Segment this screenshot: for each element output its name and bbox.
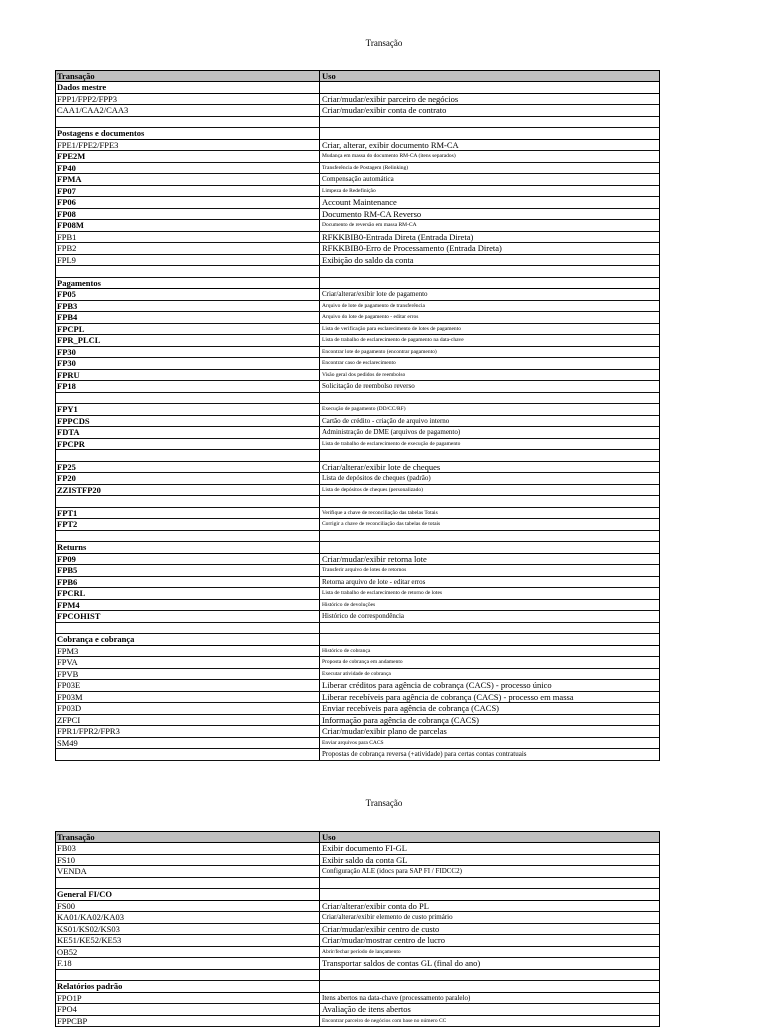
- table-row: [56, 1016, 659, 1027]
- transaction-code: FP08: [57, 209, 319, 220]
- transaction-code: FP25: [57, 462, 319, 473]
- blank-row: [56, 117, 659, 129]
- transaction-usage: Informação para agência de cobrança (CACS): [319, 715, 657, 726]
- blank-row: [56, 970, 659, 982]
- blank-row: [56, 531, 659, 543]
- column-header-usage: Uso: [319, 832, 657, 842]
- transaction-code: FPB1: [57, 232, 319, 243]
- transaction-code: FP03E: [57, 680, 319, 691]
- transaction-code: FP09: [57, 554, 319, 565]
- transaction-code: FB03: [57, 843, 319, 854]
- table-row: [56, 669, 659, 681]
- transaction-usage: Configuração ALE (idocs para SAP FI / FIDCC2): [319, 866, 657, 877]
- transaction-usage: Criar/alterar/exibir conta do PL: [319, 901, 657, 912]
- table-row: [56, 565, 659, 577]
- transaction-usage: Documento RM-CA Reverso: [319, 209, 657, 220]
- transaction-usage: Encontrar parceiro de negócios com base no número CC: [319, 1016, 657, 1027]
- transaction-code: FPVB: [57, 669, 319, 680]
- table-row: [56, 866, 659, 878]
- transaction-code: FPB2: [57, 243, 319, 254]
- transaction-code: SM49: [57, 738, 319, 749]
- table-row: [56, 935, 659, 947]
- transaction-code: FP20: [57, 473, 319, 484]
- transaction-code: FP06: [57, 197, 319, 208]
- table-row: [56, 657, 659, 669]
- transaction-usage: [319, 496, 657, 507]
- table-row: [56, 370, 659, 382]
- transaction-code: FPPCBP: [57, 1016, 319, 1027]
- section-row: [56, 542, 659, 554]
- transaction-usage: [319, 634, 657, 645]
- page-title: Transação: [0, 798, 768, 808]
- transaction-code: Dados mestre: [57, 82, 319, 93]
- transaction-usage: Encontrar lote de pagamento (encontrar pagamento): [319, 347, 657, 358]
- table-row: [56, 738, 659, 750]
- transaction-code: FP08M: [57, 220, 319, 231]
- transaction-code: KA01/KA02/KA03: [57, 912, 319, 923]
- transaction-code: FP18: [57, 381, 319, 392]
- table-row: [56, 243, 659, 255]
- transaction-code: [57, 117, 319, 128]
- transaction-code: FP03D: [57, 703, 319, 714]
- section-row: [56, 634, 659, 646]
- transaction-code: [57, 266, 319, 277]
- table-row: [56, 958, 659, 970]
- table-row: [56, 163, 659, 175]
- transaction-code: FPL9: [57, 255, 319, 266]
- transaction-code: KE51/KE52/KE53: [57, 935, 319, 946]
- transaction-usage: Abrir/fechar período de lançamento: [319, 947, 657, 958]
- transaction-code: FPB3: [57, 301, 319, 312]
- blank-row: [56, 450, 659, 462]
- transaction-code: KS01/KS02/KS03: [57, 924, 319, 935]
- transaction-usage: Criar, alterar, exibir documento RM-CA: [319, 140, 657, 151]
- transaction-code: CAA1/CAA2/CAA3: [57, 105, 319, 116]
- table-row: [56, 324, 659, 336]
- transaction-code: FPM4: [57, 600, 319, 611]
- transaction-code: FP30: [57, 347, 319, 358]
- transaction-code: [57, 393, 319, 404]
- transaction-usage: Exibir saldo da conta GL: [319, 855, 657, 866]
- blank-row: [56, 496, 659, 508]
- table-row: [56, 105, 659, 117]
- transaction-usage: [319, 970, 657, 981]
- transaction-usage: Criar/mudar/exibir plano de parcelas: [319, 726, 657, 737]
- table-row: [56, 600, 659, 612]
- transaction-usage: Criar/mudar/mostrar centro de lucro: [319, 935, 657, 946]
- table-row: [56, 255, 659, 267]
- table-row: [56, 416, 659, 428]
- table-row: [56, 508, 659, 520]
- table-row: [56, 427, 659, 439]
- table-row: [56, 347, 659, 359]
- transaction-usage: Enviar recebíveis para agência de cobrança (CACS): [319, 703, 657, 714]
- table-row: [56, 1004, 659, 1016]
- transaction-usage: [319, 889, 657, 900]
- table-row: [56, 404, 659, 416]
- transaction-usage: [319, 82, 657, 93]
- transaction-usage: Lista de trabalho de esclarecimento de execução de pagamento: [319, 439, 657, 450]
- table-row: [56, 519, 659, 531]
- transaction-usage: Lista de trabalho de esclarecimento de pagamento na data-chave: [319, 335, 657, 346]
- transaction-usage: Lista de verificação para esclarecimento de lotes de pagamento: [319, 324, 657, 335]
- table-row: [56, 312, 659, 324]
- transaction-usage: Avaliação de itens abertos: [319, 1004, 657, 1015]
- transaction-usage: Exibir documento FI-GL: [319, 843, 657, 854]
- column-header-usage: Uso: [319, 71, 657, 81]
- transaction-code: VENDA: [57, 866, 319, 877]
- transaction-usage: [319, 623, 657, 634]
- section-row: [56, 278, 659, 290]
- transaction-code: FPO1P: [57, 993, 319, 1004]
- table-row: [56, 855, 659, 867]
- table-row: [56, 680, 659, 692]
- transaction-usage: Histórico de devoluções: [319, 600, 657, 611]
- table-row: [56, 186, 659, 198]
- table-row: [56, 289, 659, 301]
- transaction-code: [57, 531, 319, 542]
- table-row: [56, 358, 659, 370]
- transaction-code: FPT2: [57, 519, 319, 530]
- section-row: [56, 889, 659, 901]
- transaction-usage: Lista de depósitos de cheques (personalizado): [319, 485, 657, 496]
- transaction-usage: Enviar arquivos para CACS: [319, 738, 657, 749]
- table-row: [56, 715, 659, 727]
- transaction-code: Pagamentos: [57, 278, 319, 289]
- transaction-code: [57, 623, 319, 634]
- transaction-usage: Compensação automática: [319, 174, 657, 185]
- table-row: [56, 901, 659, 913]
- transaction-code: F.18: [57, 958, 319, 969]
- transaction-usage: Arquivo do lote de pagamento - editar erros: [319, 312, 657, 323]
- blank-row: [56, 623, 659, 635]
- transaction-code: Postagens e documentos: [57, 128, 319, 139]
- transaction-code: General FI/CO: [57, 889, 319, 900]
- transaction-usage: Histórico de correspondência: [319, 611, 657, 622]
- transaction-code: [57, 970, 319, 981]
- transaction-code: FPB6: [57, 577, 319, 588]
- column-header-transaction: Transação: [57, 832, 319, 842]
- transaction-usage: Lista de trabalho de esclarecimento de retorno de lotes: [319, 588, 657, 599]
- transaction-usage: Corrigir a chave de reconciliação das tabelas de totais: [319, 519, 657, 530]
- transaction-usage: Liberar créditos para agência de cobrança (CACS) - processo único: [319, 680, 657, 691]
- transaction-code: FP40: [57, 163, 319, 174]
- transaction-usage: [319, 393, 657, 404]
- transaction-usage: Criar/mudar/exibir conta de contrato: [319, 105, 657, 116]
- transaction-usage: Administração de DME (arquivos de pagamento): [319, 427, 657, 438]
- transaction-usage: Encontrar caso de esclarecimento: [319, 358, 657, 369]
- transaction-code: FPCPL: [57, 324, 319, 335]
- transaction-code: FPCRL: [57, 588, 319, 599]
- section-row: [56, 82, 659, 94]
- transaction-code: ZZISTFP20: [57, 485, 319, 496]
- transaction-usage: Criar/alterar/exibir elemento de custo primário: [319, 912, 657, 923]
- blank-row: [56, 878, 659, 890]
- transaction-table: [55, 831, 660, 1027]
- table-row: [56, 749, 659, 761]
- transaction-usage: Criar/mudar/exibir retorna lote: [319, 554, 657, 565]
- transaction-code: FDTA: [57, 427, 319, 438]
- transaction-usage: [319, 278, 657, 289]
- transaction-usage: Liberar recebíveis para agência de cobrança (CACS) - processo em massa: [319, 692, 657, 703]
- transaction-code: FPB4: [57, 312, 319, 323]
- transaction-code: FPM3: [57, 646, 319, 657]
- transaction-code: FPVA: [57, 657, 319, 668]
- table-row: [56, 209, 659, 221]
- transaction-code: [57, 450, 319, 461]
- transaction-usage: RFKKBIB0-Erro de Processamento (Entrada Direta): [319, 243, 657, 254]
- transaction-usage: Transportar saldos de contas GL (final do ano): [319, 958, 657, 969]
- table-row: [56, 197, 659, 209]
- transaction-code: FPE1/FPE2/FPE3: [57, 140, 319, 151]
- transaction-code: FPE2M: [57, 151, 319, 162]
- table-row: [56, 993, 659, 1005]
- transaction-code: FPMA: [57, 174, 319, 185]
- transaction-usage: [319, 117, 657, 128]
- table-row: [56, 843, 659, 855]
- transaction-code: [57, 878, 319, 889]
- transaction-usage: Criar/mudar/exibir centro de custo: [319, 924, 657, 935]
- transaction-code: Cobrança e cobrança: [57, 634, 319, 645]
- table-row: [56, 554, 659, 566]
- transaction-code: ZFPCI: [57, 715, 319, 726]
- transaction-usage: [319, 531, 657, 542]
- column-header-transaction: Transação: [57, 71, 319, 81]
- table-row: [56, 726, 659, 738]
- transaction-code: [57, 496, 319, 507]
- table-row: [56, 335, 659, 347]
- table-row: [56, 924, 659, 936]
- transaction-usage: Criar/alterar/exibir lote de pagamento: [319, 289, 657, 300]
- transaction-usage: Solicitação de reembolso reverso: [319, 381, 657, 392]
- transaction-code: FP03M: [57, 692, 319, 703]
- table-row: [56, 577, 659, 589]
- transaction-code: FPT1: [57, 508, 319, 519]
- transaction-usage: Lista de depósitos de cheques (padrão): [319, 473, 657, 484]
- table-row: [56, 462, 659, 474]
- transaction-usage: Histórico de cobrança: [319, 646, 657, 657]
- transaction-code: FP30: [57, 358, 319, 369]
- transaction-code: FPR1/FPR2/FPR3: [57, 726, 319, 737]
- transaction-code: FPRU: [57, 370, 319, 381]
- transaction-usage: [319, 878, 657, 889]
- transaction-code: FPO4: [57, 1004, 319, 1015]
- transaction-usage: Limpeza de Redefinição: [319, 186, 657, 197]
- table-header: [56, 70, 659, 82]
- transaction-code: FPPCDS: [57, 416, 319, 427]
- transaction-code: FPY1: [57, 404, 319, 415]
- table-row: [56, 485, 659, 497]
- transaction-table: [55, 70, 660, 761]
- transaction-code: FS10: [57, 855, 319, 866]
- transaction-usage: Exibição do saldo da conta: [319, 255, 657, 266]
- transaction-usage: [319, 542, 657, 553]
- transaction-usage: [319, 450, 657, 461]
- table-row: [56, 151, 659, 163]
- blank-row: [56, 393, 659, 405]
- transaction-usage: Proposta de cobrança em andamento: [319, 657, 657, 668]
- table-row: [56, 473, 659, 485]
- table-row: [56, 912, 659, 924]
- transaction-usage: Arquivo de lote de pagamento de transferência: [319, 301, 657, 312]
- transaction-usage: Documento de reversão em massa RM-CA: [319, 220, 657, 231]
- table-row: [56, 611, 659, 623]
- table-row: [56, 301, 659, 313]
- transaction-usage: Execução de pagamento (DD/CC/RF): [319, 404, 657, 415]
- transaction-usage: Itens abertos na data-chave (processamento paralelo): [319, 993, 657, 1004]
- transaction-code: FPCOHIST: [57, 611, 319, 622]
- transaction-usage: Transferir arquivo de lotes de retornos: [319, 565, 657, 576]
- table-row: [56, 439, 659, 451]
- transaction-usage: Propostas de cobrança reversa (+atividade) para certas contas contratuais: [319, 749, 657, 760]
- transaction-usage: Mudança em massa do documento RM-CA (itens separados): [319, 151, 657, 162]
- transaction-usage: Executar atividade de cobrança: [319, 669, 657, 680]
- transaction-usage: Criar/alterar/exibir lote de cheques: [319, 462, 657, 473]
- table-row: [56, 220, 659, 232]
- transaction-usage: Account Maintenance: [319, 197, 657, 208]
- transaction-usage: [319, 266, 657, 277]
- transaction-code: FPB5: [57, 565, 319, 576]
- transaction-code: Relatórios padrão: [57, 981, 319, 992]
- table-row: [56, 703, 659, 715]
- section-row: [56, 981, 659, 993]
- table-header: [56, 831, 659, 843]
- section-row: [56, 128, 659, 140]
- transaction-code: [57, 749, 319, 760]
- table-row: [56, 94, 659, 106]
- transaction-usage: Transferência de Postagem (Relinking): [319, 163, 657, 174]
- transaction-code: Returns: [57, 542, 319, 553]
- transaction-code: FPCPR: [57, 439, 319, 450]
- table-row: [56, 232, 659, 244]
- table-row: [56, 692, 659, 704]
- transaction-usage: Cartão de crédito - criação de arquivo interno: [319, 416, 657, 427]
- table-row: [56, 588, 659, 600]
- transaction-code: FPP1/FPP2/FPP3: [57, 94, 319, 105]
- table-row: [56, 381, 659, 393]
- table-row: [56, 947, 659, 959]
- transaction-code: OB52: [57, 947, 319, 958]
- transaction-usage: Criar/mudar/exibir parceiro de negócios: [319, 94, 657, 105]
- transaction-usage: [319, 981, 657, 992]
- transaction-usage: Retorna arquivo de lote - editar erros: [319, 577, 657, 588]
- transaction-usage: Visão geral dos pedidos de reembolso: [319, 370, 657, 381]
- transaction-code: FPR_PLCL: [57, 335, 319, 346]
- blank-row: [56, 266, 659, 278]
- transaction-code: FP05: [57, 289, 319, 300]
- transaction-code: FP07: [57, 186, 319, 197]
- transaction-usage: [319, 128, 657, 139]
- table-row: [56, 646, 659, 658]
- page-title: Transação: [0, 38, 768, 48]
- table-row: [56, 140, 659, 152]
- transaction-usage: RFKKBIB0-Entrada Direta (Entrada Direta): [319, 232, 657, 243]
- table-row: [56, 174, 659, 186]
- transaction-usage: Verifique a chave de reconciliação das tabelas Totais: [319, 508, 657, 519]
- transaction-code: FS00: [57, 901, 319, 912]
